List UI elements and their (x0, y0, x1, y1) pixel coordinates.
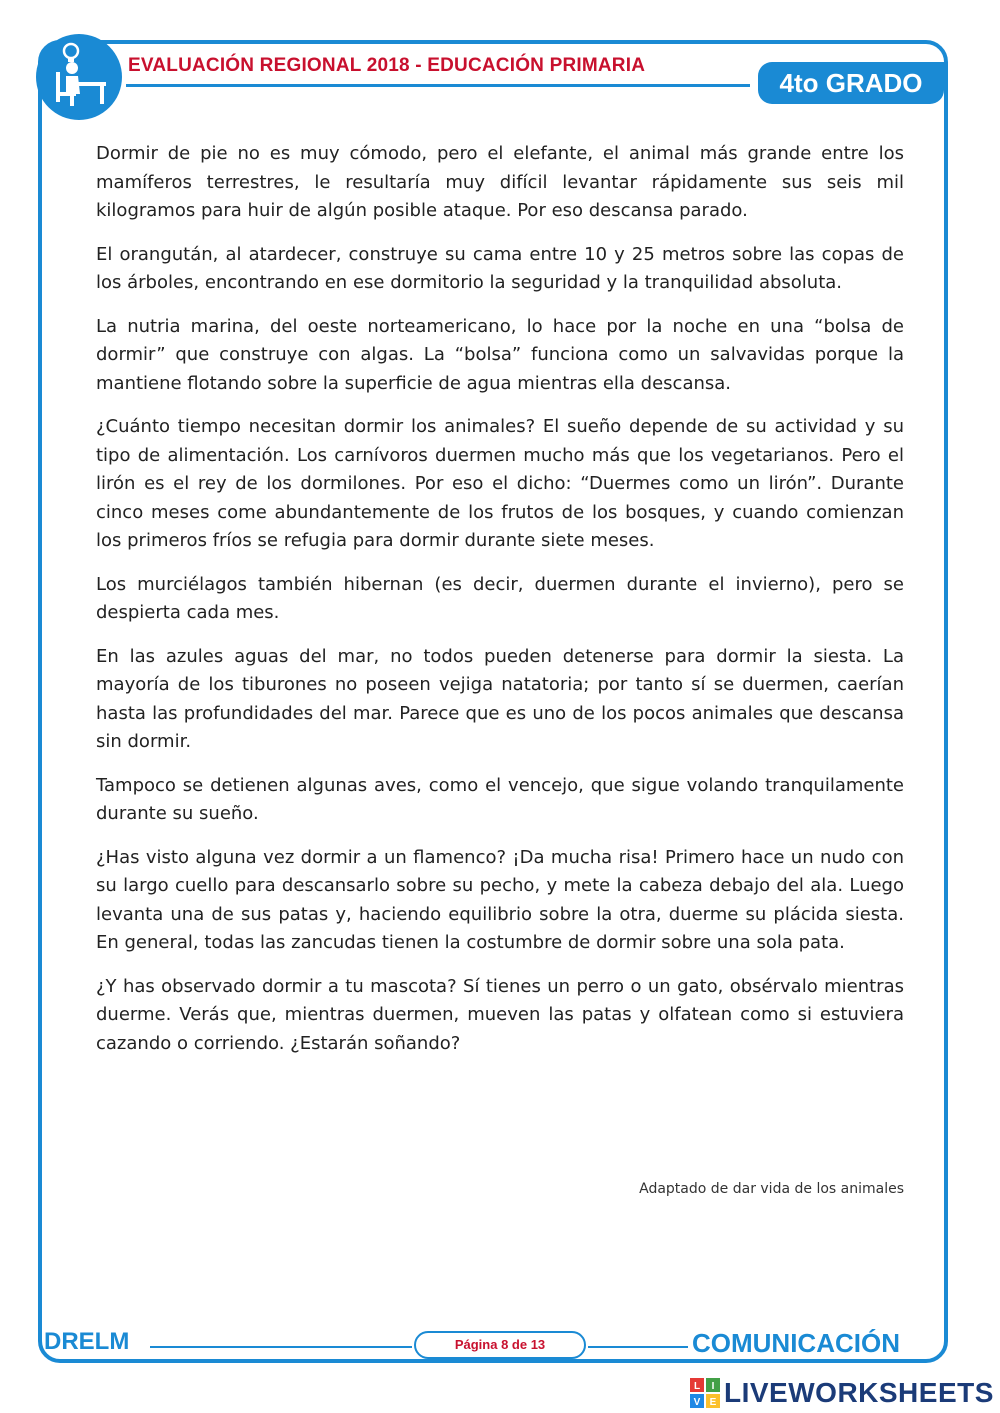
grade-badge: 4to GRADO (758, 62, 944, 104)
page-number: Página 8 de 13 (414, 1331, 586, 1359)
footer-line-right (588, 1346, 688, 1348)
svg-text:L: L (693, 1381, 701, 1392)
footer-subject: COMUNICACIÓN (692, 1328, 900, 1358)
reading-text (96, 140, 904, 1073)
svg-text:I: I (711, 1381, 715, 1392)
paragraph-bats: Los murciélagos también hibernan (es decir, duermen durante el invierno), pero se despierta cada mes. (96, 573, 904, 623)
paragraph-orangutan: El orangután, al atardecer, construye su cama entre 10 y 25 metros sobre las copas de los árboles, encontrando en ese dormitorio la seguridad y la tranquilidad absoluta. (96, 243, 904, 293)
paragraph-flamingo: ¿Has visto alguna vez dormir a un flamenco? ¡Da mucha risa! Primero hace un nudo con su largo cuello para descansarlo sobre su pecho, y mete la cabeza debajo del ala. Luego levanta una de sus patas y, haciendo equilibrio sobre la otra, duerme su plácida siesta. En general, todas las zancudas tienen la costumbre de dormir sobre una sola pata. (96, 846, 904, 953)
svg-text:E: E (709, 1397, 717, 1408)
paragraph-birds: Tampoco se detienen algunas aves, como el vencejo, que sigue volando tranquilamente durante su sueño. (96, 774, 904, 824)
paragraph-pets: ¿Y has observado dormir a tu mascota? Sí tienes un perro o un gato, obsérvalo mientras duerme. Verás que, mientras duermen, mueven las patas y olfatean como si estuviera cazando o corriendo. ¿Estarán soñando? (96, 975, 904, 1054)
footer-drelm: DRELM (44, 1328, 130, 1355)
liveworksheets-logo-icon (690, 1378, 720, 1408)
paragraph-sharks: En las azules aguas del mar, no todos pueden detenerse para dormir la siesta. La mayoría de los tiburones no poseen vejiga natatoria; por tanto sí se duermen, caerían hasta las profundidades del mar. Parece que es uno de los pocos animales que descansa sin dormir. (96, 645, 904, 752)
student-desk-icon (36, 34, 122, 120)
paragraph-sea-otter: La nutria marina, del oeste norteamericano, lo hace por la noche en una “bolsa de dormir” que construye con algas. La “bolsa” funciona como un salvavidas porque la mantiene flotando sobre la superficie de agua mientras ella descansa. (96, 315, 904, 394)
paragraph-elephant: Dormir de pie no es muy cómodo, pero el elefante, el animal más grande entre los mamíferos terrestres, le resultaría muy difícil levantar rápidamente sus seis mil kilogramos para huir de algún posible ataque. Por eso descansa parado. (96, 143, 904, 221)
paragraph-sleep-time: ¿Cuánto tiempo necesitan dormir los animales? El sueño depende de su actividad y su tipo de alimentación. Los carnívoros duermen mucho más que los vegetarianos. Pero el lirón es el rey de los dormilones. Por eso el dicho: “Duermes como un lirón”. Durante cinco meses come abundantemente de los frutos de los bosques, y cuando comienzan los primeros fríos se refugia para dormir durante siete meses. (96, 416, 904, 551)
source-credit: Adaptado de dar vida de los animales (639, 1181, 904, 1197)
svg-text:V: V (693, 1397, 701, 1408)
footer-line-left (150, 1346, 412, 1348)
liveworksheets-watermark (690, 1376, 994, 1410)
header-divider (126, 84, 750, 87)
header-title: EVALUACIÓN REGIONAL 2018 - EDUCACIÓN PRIMARIA (128, 55, 646, 76)
liveworksheets-text: LIVEWORKSHEETS (724, 1377, 994, 1408)
